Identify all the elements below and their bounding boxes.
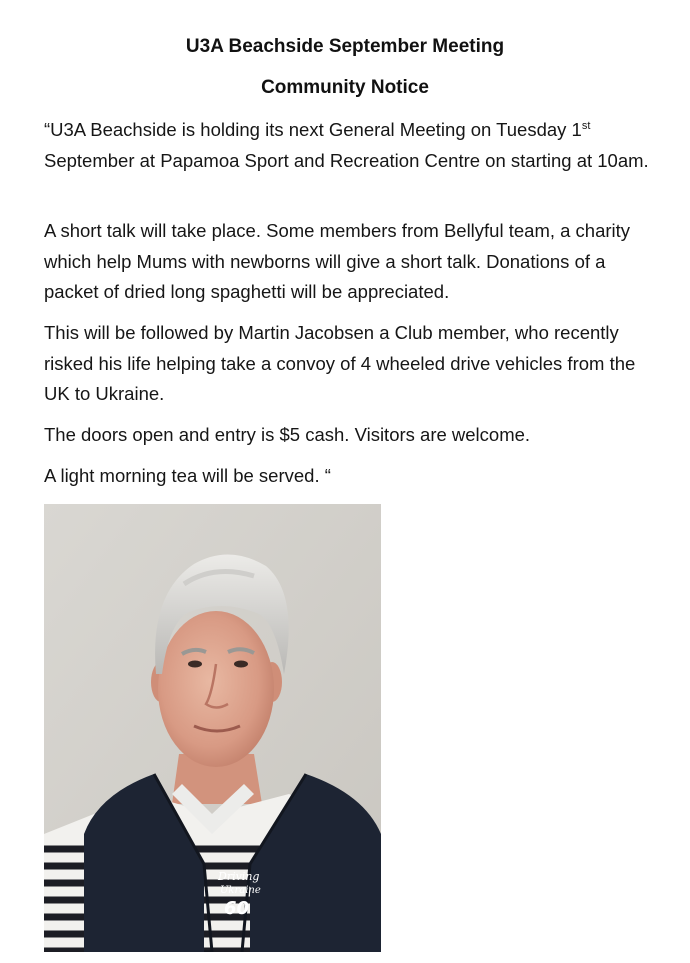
ordinal-superscript: st xyxy=(581,120,591,132)
paragraph-morning-tea: A light morning tea will be served. “ xyxy=(44,465,331,486)
paragraph-text: September at Papamoa Sport and Recreation Centre on starting at 10am. xyxy=(44,149,649,171)
paragraph-meeting-details xyxy=(44,115,656,176)
paragraph-guest-speaker: This will be followed by Martin Jacobsen a Club member, who recently risked his life helping take a convoy of 4 wheeled drive vehicles from the UK to Ukraine. xyxy=(44,322,636,404)
page-subtitle: Community Notice xyxy=(261,77,429,98)
vest-print-line2: Ukraine xyxy=(220,885,261,896)
paragraph-entry: The doors open and entry is $5 cash. Visitors are welcome. xyxy=(44,424,531,445)
speaker-photo xyxy=(44,504,381,952)
paragraph-text: “U3A Beachside is holding its next General Meeting on Tuesday 1 xyxy=(44,119,582,140)
page-title: U3A Beachside September Meeting xyxy=(185,36,505,57)
vest-print-number: 60 xyxy=(224,898,250,919)
vest-print-line1: Driving xyxy=(218,870,260,883)
paragraph-short-talk: A short talk will take place. Some members from Bellyful team, a charity which help Mums with newborns will give a short talk. Donations of a packet of dried long spaghetti will be appreciated. xyxy=(44,220,631,302)
